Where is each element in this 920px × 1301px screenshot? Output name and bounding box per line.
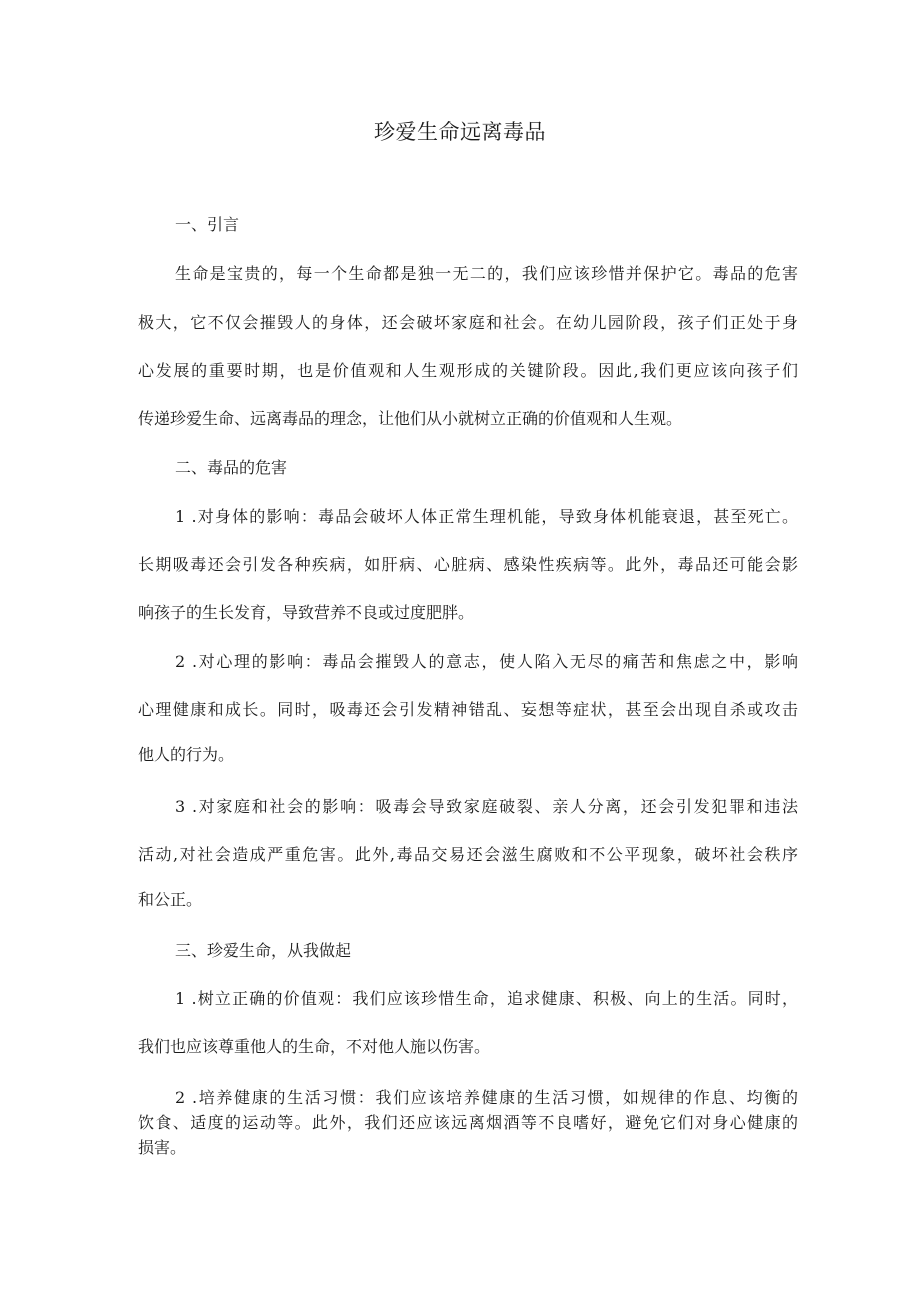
paragraph-line: 极大，它不仅会摧毁人的身体，还会破坏家庭和社会。在幼儿园阶段，孩子们正处于身 bbox=[138, 313, 798, 332]
paragraph-line: 损害。 bbox=[138, 1138, 187, 1157]
paragraph-line: 我们也应该尊重他人的生命，不对他人施以伤害。 bbox=[138, 1037, 491, 1056]
paragraph-line: 活动,对社会造成严重危害。此外,毒品交易还会滋生腐败和不公平现象，破坏社会秩序 bbox=[138, 845, 798, 864]
section-heading-harms: 二、毒品的危害 bbox=[175, 458, 288, 477]
document-title: 珍爱生命远离毒品 bbox=[374, 120, 546, 144]
paragraph-line: 他人的行为。 bbox=[138, 745, 235, 764]
paragraph-line: 2 .对心理的影响：毒品会摧毁人的意志，使人陷入无尽的痛苦和焦虑之中，影响 bbox=[175, 652, 798, 671]
paragraph-line: 和公正。 bbox=[138, 890, 203, 909]
paragraph-line: 1 .对身体的影响：毒品会破坏人体正常生理机能，导致身体机能衰退，甚至死亡。 bbox=[175, 507, 798, 526]
paragraph-line: 2 .培养健康的生活习惯：我们应该培养健康的生活习惯，如规律的作息、均衡的 bbox=[175, 1088, 798, 1107]
paragraph-line: 传递珍爱生命、远离毒品的理念，让他们从小就树立正确的价值观和人生观。 bbox=[138, 409, 683, 428]
paragraph-line: 响孩子的生长发育，导致营养不良或过度肥胖。 bbox=[138, 603, 475, 622]
paragraph-line: 3 .对家庭和社会的影响：吸毒会导致家庭破裂、亲人分离，还会引发犯罪和违法 bbox=[175, 797, 798, 816]
paragraph-line: 1 .树立正确的价值观：我们应该珍惜生命，追求健康、积极、向上的生活。同时， bbox=[175, 989, 798, 1008]
section-heading-cherish-life: 三、珍爱生命，从我做起 bbox=[175, 941, 352, 960]
paragraph-line: 心理健康和成长。同时，吸毒还会引发精神错乱、妄想等症状，甚至会出现自杀或攻击 bbox=[138, 700, 798, 719]
paragraph-line: 生命是宝贵的，每一个生命都是独一无二的，我们应该珍惜并保护它。毒品的危害 bbox=[175, 264, 798, 283]
paragraph-line: 长期吸毒还会引发各种疾病，如肝病、心脏病、感染性疾病等。此外，毒品还可能会影 bbox=[138, 555, 798, 574]
section-heading-intro: 一、引言 bbox=[175, 215, 240, 234]
paragraph-line: 饮食、适度的运动等。此外，我们还应该远离烟酒等不良嗜好，避免它们对身心健康的 bbox=[138, 1113, 798, 1132]
paragraph-line: 心发展的重要时期，也是价值观和人生观形成的关键阶段。因此,我们更应该向孩子们 bbox=[138, 361, 798, 380]
